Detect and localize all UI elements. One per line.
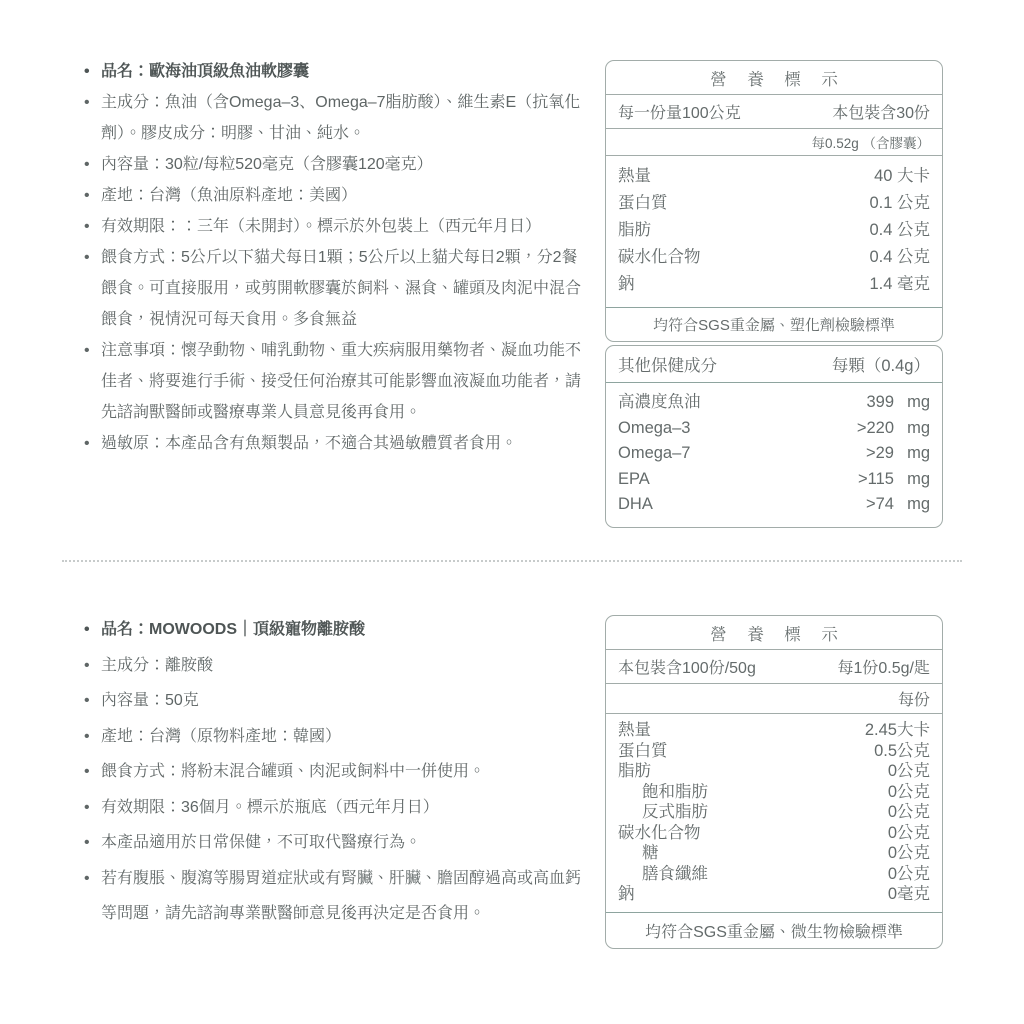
- list-item-text: 有效期限：36個月。標示於瓶底（西元年月日）: [101, 798, 439, 816]
- list-item-content-amount: [84, 683, 589, 719]
- bullet-icon: •: [84, 621, 90, 638]
- list-item-daily-care-note: [84, 825, 589, 861]
- table-row-protein: 蛋白質 0.1 公克: [618, 194, 930, 212]
- sgs-compliance-note: 均符合SGS重金屬、微生物檢驗標準: [606, 912, 942, 948]
- dotted-section-divider: [62, 560, 962, 562]
- list-item-text: 主成分：離胺酸: [101, 656, 214, 674]
- bullet-icon: •: [84, 656, 90, 674]
- table-row-trans-fat: 反式脂肪 0公克: [642, 803, 930, 821]
- list-item-text: 若有腹脹、腹瀉等腸胃道症狀或有腎臟、肝臟、膽固醇過高或高血鈣等問題，請先諮詢專業獸醫師意見後再決定是否食用。: [101, 869, 582, 922]
- bullet-icon: •: [84, 869, 90, 887]
- product2-detail-list: [84, 612, 589, 932]
- bullet-icon: •: [84, 834, 90, 851]
- list-item-origin: [84, 719, 589, 755]
- table-row-epa: EPA >115 mg: [618, 469, 930, 488]
- table-row-omega7: Omega–7 >29 mg: [618, 444, 930, 462]
- per-capsule-note: 每0.52g （含膠囊）: [606, 129, 942, 156]
- bullet-icon: •: [84, 187, 90, 204]
- list-item-product-name: [84, 612, 589, 648]
- serving-size: 每一份量100公克: [618, 105, 741, 122]
- list-item-expiry: [84, 790, 589, 826]
- bullet-icon: •: [84, 249, 90, 266]
- table-row-fat: 脂肪 0公克: [618, 762, 930, 780]
- bullet-icon: •: [84, 94, 90, 111]
- bullet-icon: •: [84, 218, 90, 235]
- table-row-calories: 熱量 40 大卡: [618, 167, 930, 185]
- serving-info-row: [606, 650, 942, 684]
- list-item-text: 餵食方式：5公斤以下貓犬每日1顆；5公斤以上貓犬每日2顆，分2餐餵食。可直接服用，或剪開軟膠囊於飼料、濕食、罐頭及肉泥中混合餵食，視情況可每天食用。多食無益: [101, 249, 582, 328]
- list-item-text: 產地：台灣（魚油原料產地：美國）: [101, 187, 358, 204]
- list-item-text: 餵食方式：將粉末混合罐頭、肉泥或飼料中一併使用。: [101, 763, 486, 780]
- bullet-icon: •: [84, 156, 90, 173]
- table-row-saturated-fat: 飽和脂肪 0公克: [642, 782, 930, 801]
- product1-detail-list: [84, 56, 589, 459]
- list-item-text: 品名：MOWOODS｜頂級寵物離胺酸: [101, 621, 365, 638]
- nutrition-table-title: 營 養 標 示: [606, 61, 942, 95]
- list-item-text: 內容量：50克: [101, 692, 199, 709]
- nutrition-table-title: 營 養 標 示: [606, 616, 942, 650]
- list-item-feeding: [84, 242, 589, 335]
- nutrition-rows: [606, 714, 942, 912]
- table-row-fish-oil: 高濃度魚油 399 mg: [618, 393, 930, 411]
- servings-per-pack: 本包裝含30份: [832, 105, 930, 122]
- table-row-omega3: Omega–3 >220 mg: [618, 418, 930, 437]
- list-item-precautions: [84, 335, 589, 428]
- list-item-text: 本產品適用於日常保健，不可取代醫療行為。: [101, 834, 422, 851]
- nutrition-facts-table-fish-oil: [605, 60, 943, 342]
- list-item-content-amount: [84, 149, 589, 180]
- nutrition-facts-table-lysine: [605, 615, 943, 949]
- list-item-allergen: [84, 428, 589, 459]
- list-item-product-name: [84, 56, 589, 87]
- list-item-text: 內容量：30粒/每粒520毫克（含膠囊120毫克）: [101, 156, 433, 173]
- list-item-ingredients: [84, 648, 589, 684]
- table-row-carbohydrate: 碳水化合物 0公克: [618, 823, 930, 842]
- table-row-calories: 熱量 2.45大卡: [618, 721, 930, 739]
- table-row-protein: 蛋白質 0.5公克: [618, 741, 930, 760]
- bullet-icon: •: [84, 798, 90, 816]
- bullet-icon: •: [84, 727, 90, 745]
- table-row-carbohydrate: 碳水化合物 0.4 公克: [618, 248, 930, 266]
- sgs-compliance-note: 均符合SGS重金屬、塑化劑檢驗標準: [606, 307, 942, 341]
- bullet-icon: •: [84, 763, 90, 780]
- list-item-text: 注意事項：懷孕動物、哺乳動物、重大疾病服用藥物者、凝血功能不佳者、將要進行手術、接受任何治療其可能影響血液凝血功能者，請先諮詢獸醫師或醫療專業人員意見後再食用。: [101, 342, 582, 421]
- supplement-table-header: [606, 346, 942, 383]
- serving-size: 每1份0.5g/匙: [837, 660, 930, 677]
- bullet-icon: •: [84, 435, 90, 452]
- table-row-dietary-fiber: 膳食纖維 0公克: [642, 864, 930, 883]
- list-item-text: 品名：歐海油頂級魚油軟膠囊: [101, 63, 310, 80]
- table-row-sugar: 糖 0公克: [642, 844, 930, 862]
- list-item-feeding: [84, 754, 589, 790]
- list-item-origin: [84, 180, 589, 211]
- table-row-fat: 脂肪 0.4 公克: [618, 221, 930, 239]
- list-item-text: 有效期限：：三年（未開封）。標示於外包裝上（西元年月日）: [101, 218, 542, 235]
- bullet-icon: •: [84, 63, 90, 80]
- table-row-dha: DHA >74 mg: [618, 495, 930, 513]
- bullet-icon: •: [84, 692, 90, 709]
- supplement-header-per-capsule: 每顆（0.4g）: [831, 357, 930, 375]
- supplement-header-label: 其他保健成分: [618, 357, 717, 375]
- list-item-text: 過敏原：本產品含有魚類製品，不適合其過敏體質者食用。: [101, 435, 518, 452]
- list-item-text: 產地：台灣（原物料產地：韓國）: [101, 727, 342, 745]
- bullet-icon: •: [84, 342, 90, 359]
- table-row-sodium: 鈉 1.4 毫克: [618, 275, 930, 293]
- supplement-rows: [606, 383, 942, 527]
- table-row-sodium: 鈉 0毫克: [618, 885, 930, 903]
- list-item-ingredients: [84, 87, 589, 149]
- supplement-ingredients-table: [605, 345, 943, 528]
- list-item-health-warning: [84, 861, 589, 932]
- nutrition-rows: [606, 156, 942, 307]
- list-item-text: 主成分：魚油（含Omega–3、Omega–7脂肪酸）、維生素E（抗氧化劑）。膠皮成分：明膠、甘油、純水。: [101, 94, 581, 142]
- servings-per-pack: 本包裝含100份/50g: [618, 660, 756, 677]
- per-serving-note: 每份: [606, 684, 942, 714]
- serving-info-row: [606, 95, 942, 129]
- list-item-expiry: [84, 211, 589, 242]
